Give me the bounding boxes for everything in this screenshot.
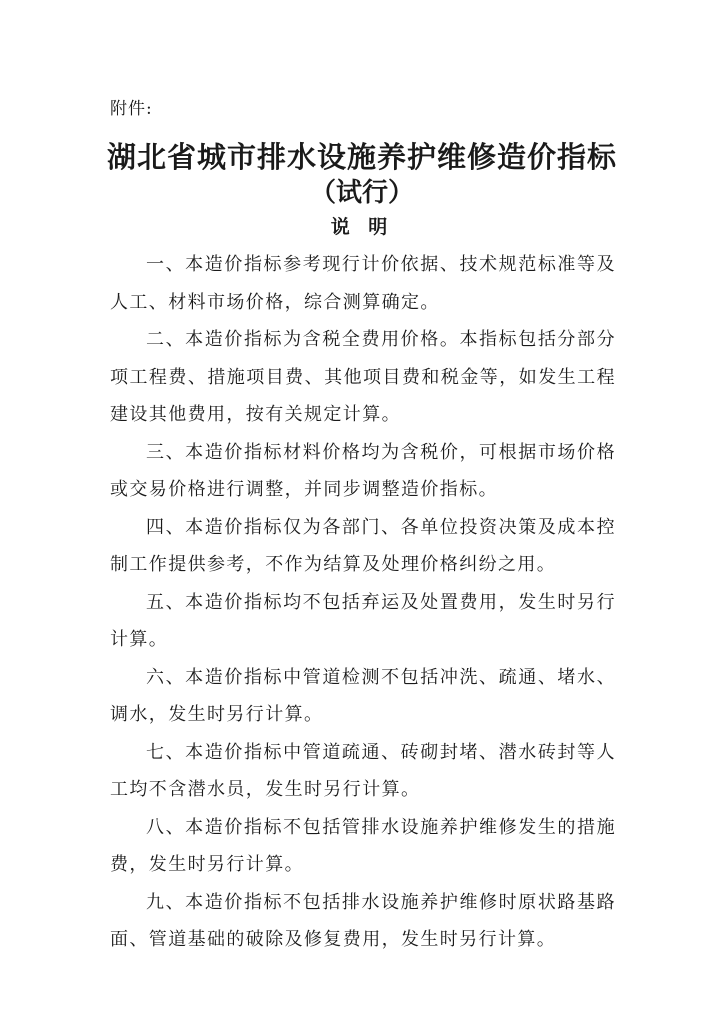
document-title: 湖北省城市排水设施养护维修造价指标 — [106, 140, 617, 174]
document-body — [110, 246, 616, 959]
paragraph-4: 四、本造价指标仅为各部门、各单位投资决策及成本控制工作提供参考，不作为结算及处理价格纠纷之用。 — [110, 516, 616, 575]
paragraph-8: 八、本造价指标不包括管排水设施养护维修发生的措施费，发生时另行计算。 — [110, 816, 616, 875]
paragraph-6: 六、本造价指标中管道检测不包括冲洗、疏通、堵水、调水，发生时另行计算。 — [110, 666, 616, 725]
paragraph-3: 三、本造价指标材料价格均为含税价，可根据市场价格或交易价格进行调整，并同步调整造价指标。 — [110, 441, 616, 500]
paragraph-9: 九、本造价指标不包括排水设施养护维修时原状路基路面、管道基础的破除及修复费用，发生时另行计算。 — [110, 891, 616, 950]
section-heading: 说 明 — [330, 216, 394, 238]
document-subtitle: （试行） — [309, 178, 414, 208]
attachment-label: 附件: — [110, 99, 153, 119]
paragraph-2: 二、本造价指标为含税全费用价格。本指标包括分部分项工程费、措施项目费、其他项目费和税金等，如发生工程建设其他费用，按有关规定计算。 — [110, 329, 616, 425]
paragraph-5: 五、本造价指标均不包括弃运及处置费用，发生时另行计算。 — [110, 591, 616, 650]
paragraph-7: 七、本造价指标中管道疏通、砖砌封堵、潜水砖封等人工均不含潜水员，发生时另行计算。 — [110, 741, 616, 800]
paragraph-1: 一、本造价指标参考现行计价依据、技术规范标准等及人工、材料市场价格，综合测算确定。 — [110, 254, 616, 313]
